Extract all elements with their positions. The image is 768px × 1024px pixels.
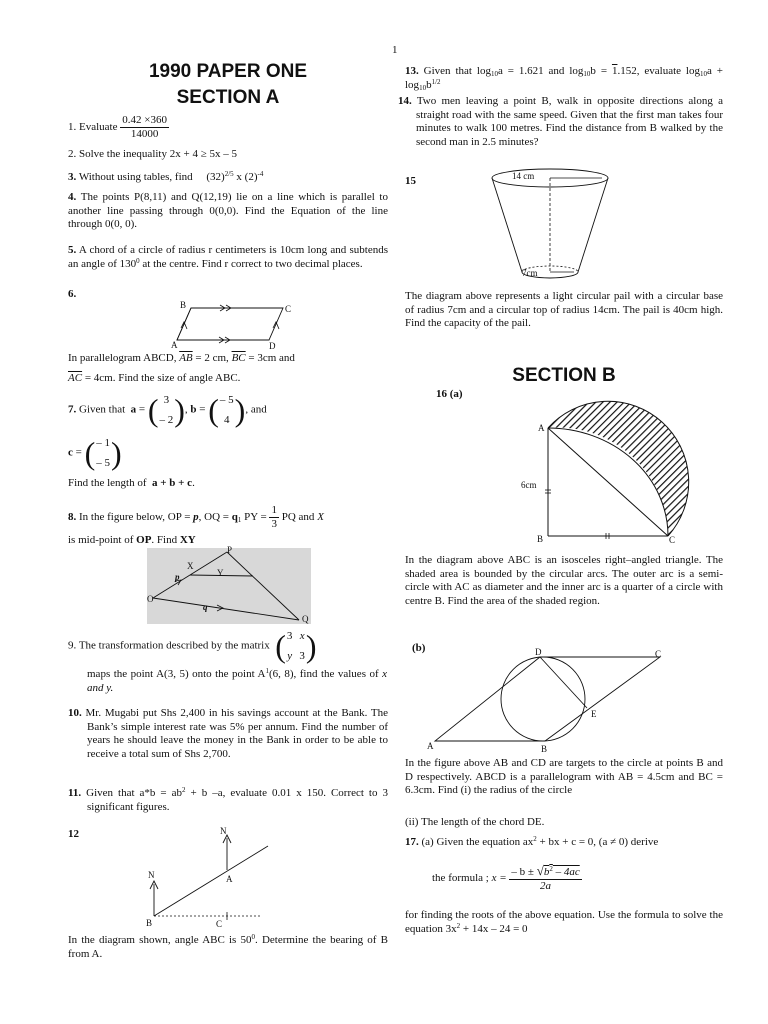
quadratic-formula-fraction: $\frac{- b \pm √b^2 - 4ac}{2a}$	[511, 863, 580, 892]
label-q: Q	[302, 614, 309, 624]
question-7: 7. Given that a = ( 3 – 2 ) , b = ( – 5 4 ) , and	[68, 392, 267, 428]
q1-number: 1	[68, 121, 74, 134]
question-1: 1. Evaluate $\frac{0.42 \times 360}{14000}$	[68, 114, 167, 140]
q8-number: 8.	[68, 511, 77, 524]
label-b: B	[146, 918, 153, 928]
q7-find-line: Find the length of a + b + c.	[68, 477, 195, 489]
q14-number: 14.	[398, 95, 412, 107]
label-b: B	[541, 744, 548, 754]
q3-expr-base: (32)	[206, 171, 225, 183]
q4-text: The points P(8,11) and Q(12,19) lie on a line which is parallel to another line passing through 0(0,0). Find the Equation of the line through 0(0, 0).	[68, 191, 388, 231]
parallelogram-shape	[177, 308, 283, 340]
vector-ac: $\overline{AC}$	[68, 372, 83, 384]
q8-vector-figure	[147, 545, 311, 624]
q16b-parallelogram-circle-figure	[425, 645, 680, 757]
q7-vector-c-line: c = ( – 1 – 5 )	[68, 435, 122, 471]
q3-number: 3.	[68, 171, 77, 183]
vector-bc: $\overline{BC}$	[231, 352, 246, 364]
q6-number: 6.	[68, 288, 77, 300]
question-17: 17. (a) Given the equation $ax^2$ + bx + c = 0, (a ≠ 0) derive	[405, 835, 659, 848]
q6-text-line2: $\overline{AC} = 4cm$. Find the size of angle ABC.	[68, 372, 241, 384]
label-o: O	[147, 594, 154, 604]
q8-line2: is mid-point of OP. Find XY	[68, 534, 196, 546]
q12-bearing-figure	[140, 826, 275, 930]
q13-number: 13.	[405, 65, 419, 77]
question-2: 2. Solve the inequality 2x + 4 ≥ 5x – 5	[68, 148, 237, 160]
q16b-text: In the figure above AB and CD are targets to the circle at points B and D respectively. ABCD is a parallelogram with AB = 4.5cm and BC = 6.3cm. Find (i) the radius of the circle	[405, 757, 723, 797]
label-p-vector: p	[175, 572, 180, 582]
q8-fraction: $\frac{1}{3}$	[271, 504, 277, 530]
q5-sup: 0	[136, 256, 140, 265]
parallelogram-abcd	[435, 657, 660, 741]
label-d: D	[535, 647, 542, 657]
label-b: B	[537, 534, 544, 544]
q16a-text: In the diagram above ABC is an isosceles right–angled triangle. The shaded area is bounded by the circular arcs. The outer arc is a semi-circle with AC as diameter and the inner arc is a quarter of a circle with centre B. Find the area of the shaded region.	[405, 554, 723, 607]
label-a: A	[538, 423, 545, 433]
question-14: 14. Two men leaving a point B, walk in opposite directions along a straight road with the same speed. Given that the first man takes four minutes to walk 100 metres. Find the distance from B walked by the second man in 2.5 minutes?	[398, 95, 723, 148]
q9-body: maps the point A(3, 5) onto the point $A^1(6$, 8), find the values of x and y.	[87, 667, 387, 694]
q12-number: 12	[68, 828, 79, 840]
label-e: E	[591, 709, 597, 719]
q10-number: 10.	[68, 707, 82, 719]
label-y: Y	[217, 568, 224, 578]
q15-number: 15	[405, 175, 416, 187]
label-6cm: 6cm	[521, 480, 537, 490]
label-x: X	[187, 561, 194, 571]
q1-fraction	[120, 114, 169, 141]
label-p: P	[227, 545, 233, 555]
q16b-label: (b)	[412, 642, 426, 654]
question-3	[68, 171, 388, 185]
question-5	[68, 244, 388, 271]
q3-expr-mid: x (2)	[233, 171, 258, 183]
label-a: A	[427, 741, 434, 751]
label-c: C	[216, 919, 223, 929]
q2-number: 2	[68, 148, 74, 160]
q5-text-b: at the centre. Find r correct to two decimal places.	[139, 257, 363, 270]
q3-expr-exp2: -4	[257, 170, 264, 178]
q15-text: The diagram above represents a light circular pail with a circular base of radius 7cm and a circular top of radius 14cm. The pail is 40cm high. Find the capacity of the pail.	[405, 290, 723, 330]
tangent-circle	[501, 657, 585, 741]
q16a-shaded-figure	[505, 386, 720, 546]
q11-number: 11.	[68, 787, 82, 799]
q1-numerator: 0.42 ×360	[122, 114, 167, 126]
label-a: A	[226, 874, 233, 884]
section-b-heading: SECTION B	[512, 365, 616, 386]
q9-matrix: ( 3 y x 3 )	[275, 628, 317, 664]
question-4	[68, 191, 388, 232]
q16-number: 16 (a)	[436, 388, 463, 400]
label-top-radius: 14 cm	[512, 171, 535, 181]
vertex-label-b: B	[180, 300, 187, 310]
shaded-region	[548, 401, 689, 536]
section-a-heading: SECTION A	[176, 87, 280, 108]
label-c: C	[655, 649, 662, 659]
label-q-vector: q	[203, 602, 208, 612]
q6-text-line1: In parallelogram ABCD, $\overline{AB} = 2$ cm, $\overline{BC} = 3cm$ and	[68, 352, 295, 364]
question-10: 10. Mr. Mugabi put Shs 2,400 in his savings account at the Bank. The Bank’s simple interest rate was 5% per annum. Find the number of years he should leave the money in the Bank in order to be able to receive a total sum of Shs 2,700.	[68, 707, 389, 760]
q1-denominator: 14000	[130, 128, 159, 140]
q3-expr-exp1: 2/5	[224, 170, 234, 178]
vertex-label-d: D	[269, 341, 276, 351]
label-n-b: N	[148, 870, 155, 880]
label-n-a: N	[220, 826, 227, 836]
q2-text: Solve the inequality 2x + 4 ≥ 5x – 5	[79, 148, 237, 160]
paper-title: 1990 PAPER ONE	[148, 61, 308, 82]
chord-de	[540, 657, 587, 708]
vector-c: ( – 1 – 5 )	[84, 435, 122, 471]
vector-ab: $\overline{AB}$	[179, 352, 193, 364]
question-13: 13. Given that $\log_{10}a = 1.621$ and $\log_{10}b = 1.152$, evaluate $\log_{10}a + \log_{10}b^{1/2}$	[405, 65, 724, 92]
vector-a: ( 3 – 2 )	[147, 392, 185, 428]
q17-formula: the formula ; x = $\frac{- b \pm √b^2 - 4ac}{2a}$	[432, 863, 580, 892]
q9-number: 9.	[68, 639, 77, 652]
label-bottom-radius: 7cm	[522, 268, 538, 278]
question-9: 9. The transformation described by the matrix ( 3 y x 3 )	[68, 628, 317, 664]
vector-b: ( – 5 4 )	[208, 392, 246, 428]
q17-number: 17.	[405, 836, 419, 848]
q16b-part-ii: (ii) The length of the chord DE.	[405, 816, 545, 828]
q5-text-a: A chord of a circle of radius r centimeters is 10cm long and subtends an angle of 130	[68, 244, 388, 270]
page-number: 1	[392, 44, 398, 56]
vertex-label-c: C	[285, 304, 292, 314]
label-c: C	[669, 535, 676, 545]
q6-parallelogram-figure	[165, 300, 295, 350]
q17-text: for finding the roots of the above equation. Use the formula to solve the equation $3x^2 + 14x - 24 = 0$	[405, 909, 723, 935]
q12-text: In the diagram shown, angle ABC is $50^0$. Determine the bearing of B from A.	[68, 933, 388, 960]
q15-pail-figure	[490, 166, 615, 284]
q1-label: Evaluate	[79, 121, 118, 134]
question-11: 11. Given that $a*b = ab^2 + b$ –a, evaluate 0.01 x 150. Correct to 3 significant figures.	[68, 786, 388, 813]
q4-number: 4.	[68, 191, 77, 203]
question-8: 8. In the figure below, OP = p, OQ = $q_1$ PY = $\frac{1}{3}$ PQ and X	[68, 504, 324, 530]
q5-number: 5.	[68, 244, 77, 256]
q3-text: Without using tables, find	[78, 171, 193, 183]
q7-number: 7.	[68, 403, 77, 416]
vertex-label-a: A	[171, 340, 178, 350]
